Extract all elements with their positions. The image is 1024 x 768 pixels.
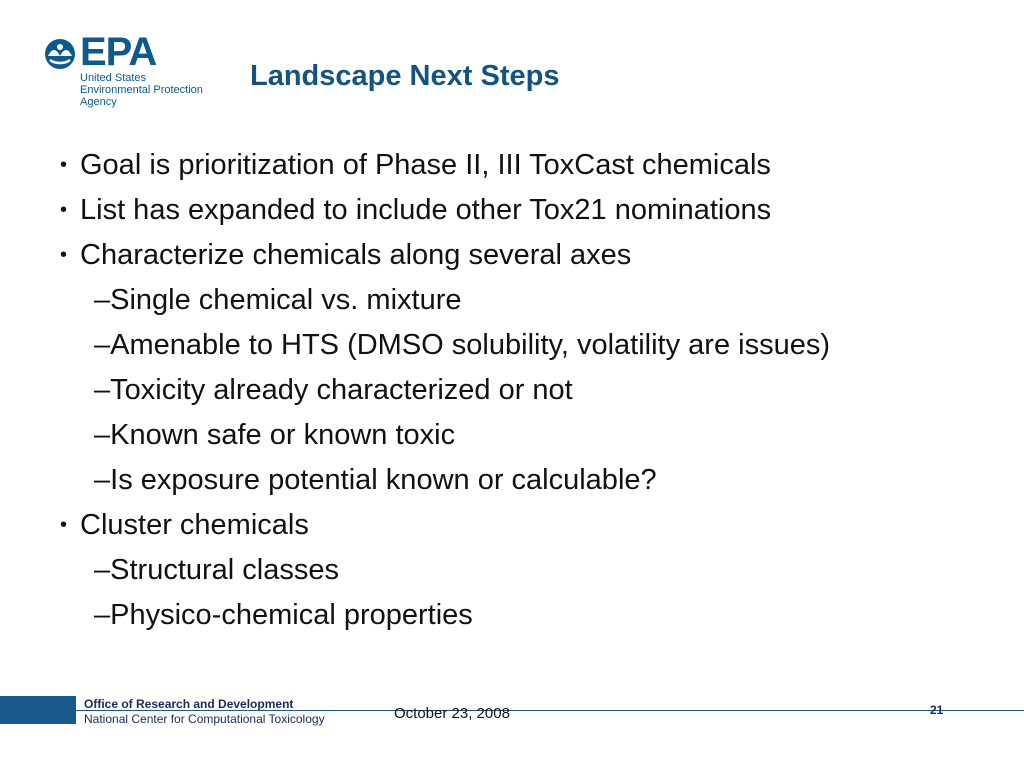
dash-marker: – [94, 419, 111, 451]
bullet-marker: • [60, 244, 68, 266]
item-text: Characterize chemicals along several axes [80, 239, 632, 271]
item-text: Toxicity already characterized or not [110, 374, 573, 406]
epa-wordmark: EPA [80, 30, 157, 74]
item-text: Cluster chemicals [80, 509, 309, 541]
dash-marker: – [94, 599, 111, 631]
footer-bar [0, 696, 76, 724]
agency-line-2: Environmental Protection [80, 84, 203, 96]
dash-marker: – [94, 374, 111, 406]
item-text: Single chemical vs. mixture [110, 284, 462, 316]
sub-bullet-item [94, 553, 339, 587]
bullet-marker: • [60, 154, 68, 176]
item-text: Physico-chemical properties [110, 599, 473, 631]
dash-marker: – [94, 329, 111, 361]
epa-logo [42, 30, 232, 114]
sub-bullet-item [94, 418, 455, 452]
bullet-item [60, 238, 631, 272]
sub-bullet-item [94, 598, 473, 632]
agency-line-1: United States [80, 72, 147, 84]
dash-marker: – [94, 464, 111, 496]
dash-marker: – [94, 554, 111, 586]
item-text: Is exposure potential known or calculable? [110, 464, 657, 496]
agency-name [80, 72, 240, 108]
bullet-marker: • [60, 199, 68, 221]
footer-date: October 23, 2008 [394, 705, 510, 722]
item-text: Amenable to HTS (DMSO solubility, volatility are issues) [110, 329, 831, 361]
footer-office: Office of Research and Development [84, 697, 294, 711]
slide-title: Landscape Next Steps [250, 60, 560, 92]
sub-bullet-item [94, 373, 573, 407]
bullet-item [60, 193, 771, 227]
page-number: 21 [930, 703, 944, 717]
dash-marker: – [94, 284, 111, 316]
item-text: Known safe or known toxic [110, 419, 456, 451]
agency-line-3: Agency [80, 96, 117, 108]
bullet-marker: • [60, 514, 68, 536]
bullet-item [60, 508, 309, 542]
bullet-item [60, 148, 771, 182]
footer-center: National Center for Computational Toxicology [84, 712, 325, 726]
epa-flower-icon [42, 36, 78, 72]
sub-bullet-item [94, 283, 461, 317]
sub-bullet-item [94, 328, 830, 362]
sub-bullet-item [94, 463, 657, 497]
item-text: Goal is prioritization of Phase II, III ToxCast chemicals [80, 149, 771, 181]
item-text: List has expanded to include other Tox21 nominations [80, 194, 772, 226]
item-text: Structural classes [110, 554, 339, 586]
